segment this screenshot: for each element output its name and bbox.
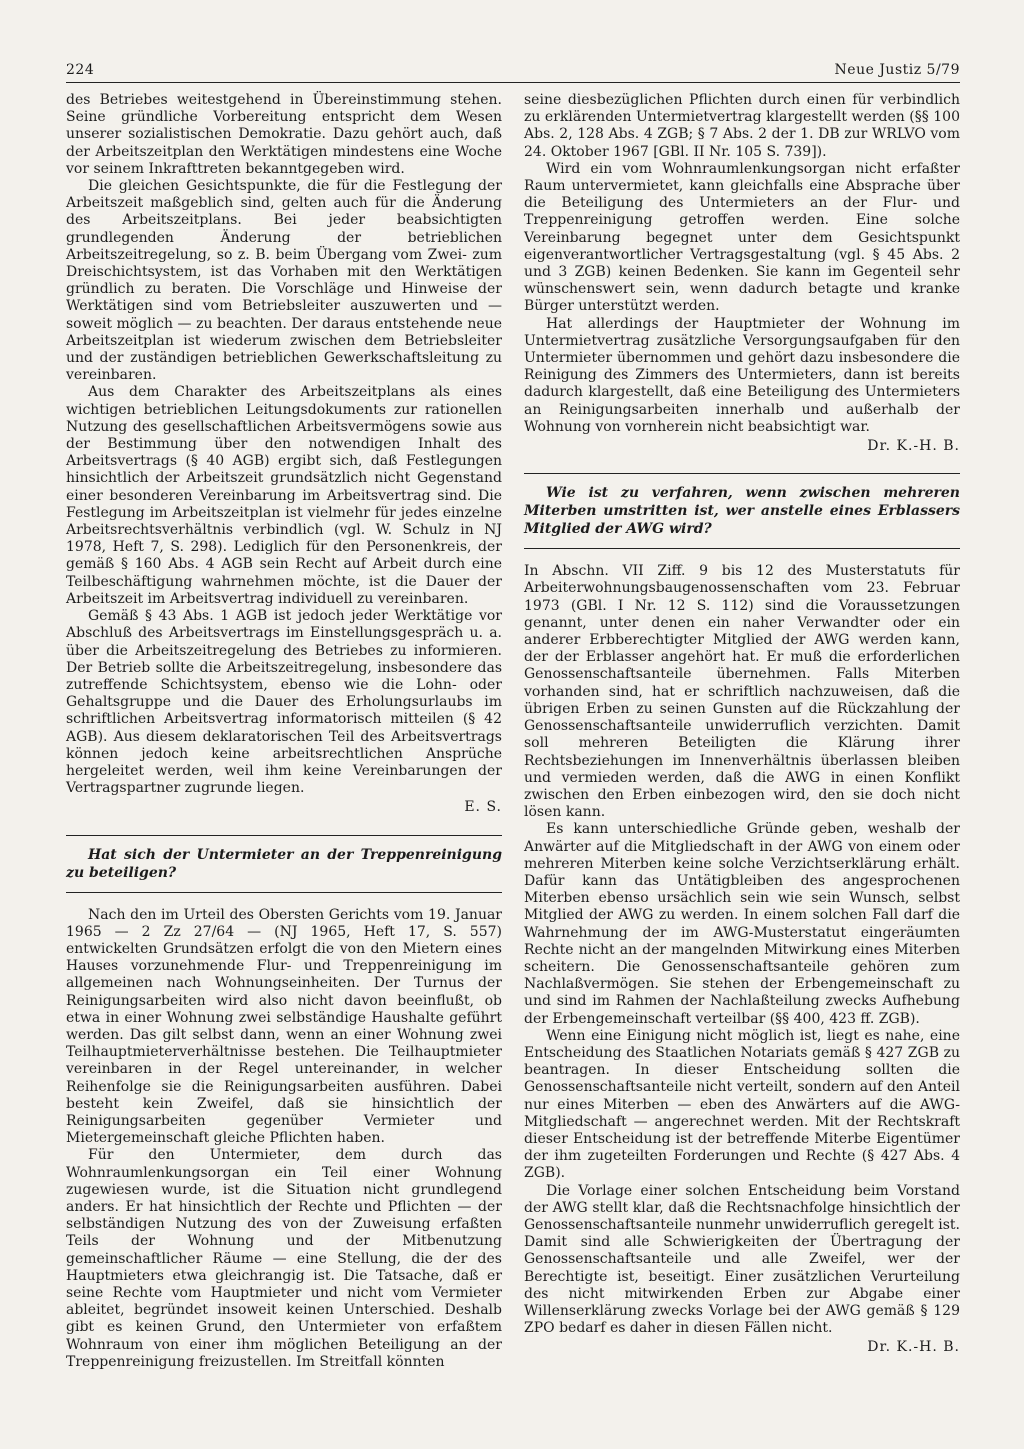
author-signature: E. S. bbox=[464, 799, 502, 816]
paragraph: Die gleichen Gesichtspunkte, die für die Festlegung der Arbeitszeit maßgeblich sind, gelten auch für die Änderung des Arbeitszeitplans. Bei jeder beabsichtigten grundlegenden Änderung der betrieblichen Arbeitszeitregelung, so z. B. beim Übergang vom Zwei- zum Dreischichtsystem, ist das Vorhaben mit den Werktätigen gründlich zu beraten. Die Vorschläge und Hinweise der Werktätigen sind vom Betriebsleiter auszuwerten und — soweit möglich — zu beachten. Der daraus entstehende neue Arbeitszeitplan ist wiederum zwischen dem Betriebsleiter und der zuständigen betrieblichen Gewerkschaftsleitung zu vereinbaren. bbox=[66, 178, 502, 384]
left-column bbox=[66, 92, 502, 1371]
page-header bbox=[66, 58, 960, 83]
paragraph: Wird ein vom Wohnraumlenkungsorgan nicht erfaßter Raum untervermietet, kann gleichfalls eine Absprache über die Beteiligung des Untermieters an der Flur- und Treppenreinigung getroffen werden. Eine solche Vereinbarung begegnet unter dem Gesichtspunkt eigenverantwortlicher Vertragsgestaltung (vgl. § 45 Abs. 2 und 3 ZGB) keinen Bedenken. Sie kann im Gegenteil sehr wünschenswert sein, wenn dadurch betagte und kranke Bürger unterstützt werden. bbox=[524, 160, 960, 315]
section-divider bbox=[524, 473, 960, 474]
question-heading: Wie ist zu verfahren, wenn zwischen mehreren Miterben umstritten ist, wer anstelle eines Erblassers Mitglied der AWG wird? bbox=[524, 485, 960, 538]
section-divider bbox=[66, 835, 502, 836]
paragraph: Gemäß § 43 Abs. 1 AGB ist jedoch jeder Werktätige vor Abschluß des Arbeitsvertrags im Einstellungsgespräch u. a. über die Arbeitszeitregelung des Betriebes zu informieren. Der Betrieb sollte die Arbeitszeitregelung, insbesondere das zutreffende Schichtsystem, ebenso wie die Lohn- oder Gehaltsgruppe und die Dauer des Erholungsurlaubs im schriftlichen Arbeitsvertrag informatorisch mitteilen (§ 42 AGB). Aus diesem deklaratorischen Teil des Arbeitsvertrags können jedoch keine arbeitsrechtlichen Ansprüche hergeleitet werden, weil ihm keine Vereinbarungen der Vertragspartner zugrunde liegen. bbox=[66, 608, 502, 797]
author-signature: Dr. K.-H. B. bbox=[867, 1339, 960, 1356]
paragraph: Aus dem Charakter des Arbeitszeitplans als eines wichtigen betrieblichen Leitungsdokuments zur rationellen Nutzung des gesellschaftlichen Arbeitsvermögens sowie aus der Bestimmung über den notwendigen Inhalt des Arbeitsvertrags (§ 40 AGB) ergibt sich, daß Festlegungen hinsichtlich der Arbeitszeit grundsätzlich nicht Gegenstand einer besonderen Vereinbarung im Arbeitsvertrag sind. Die Festlegung im Arbeitszeitplan ist vielmehr für jedes einzelne Arbeitsrechtsverhältnis verbindlich (vgl. W. Schulz in NJ 1978, Heft 7, S. 298). Lediglich für den Personenkreis, der gemäß § 160 Abs. 4 AGB sein Recht auf Arbeit durch eine Teilbeschäftigung wahrnehmen möchte, ist die Dauer der Arbeitszeit im Arbeitsvertrag individuell zu vereinbaren. bbox=[66, 384, 502, 607]
paragraph: Hat allerdings der Hauptmieter der Wohnung im Untermietvertrag zusätzliche Versorgungsaufgaben für den Untermieter übernommen und gehört dazu insbesondere die Reinigung des Zimmers des Untermieters, dann ist bereits dadurch klargestellt, daß eine Beteiligung des Untermieters an Reinigungsarbeiten innerhalb und außerhalb der Wohnung von vornherein nicht beabsichtigt war. bbox=[524, 315, 960, 435]
paragraph: des Betriebes weitestgehend in Übereinstimmung stehen. Seine gründliche Vorbereitung entspricht dem Wesen unserer sozialistischen Demokratie. Dazu gehört auch, daß der Arbeitszeitplan den Werktätigen mindestens eine Woche vor seinem Inkrafttreten bekanntgegeben wird. bbox=[66, 92, 502, 177]
question-divider bbox=[66, 892, 502, 893]
right-column bbox=[524, 92, 960, 1357]
paragraph: In Abschn. VII Ziff. 9 bis 12 des Musterstatuts für Arbeiterwohnungsbaugenossenschaften vom 23. Februar 1973 (GBl. I Nr. 12 S. 112) sind die Voraussetzungen genannt, unter denen ein naher Verwandter oder ein anderer Erbberechtigter Mitglied der AWG werden kann, der der Erblasser angehört hat. Er muß die erforderlichen Genossenschaftsanteile übernehmen. Falls Miterben vorhanden sind, hat er schriftlich nachzuweisen, daß die übrigen Erben zu seinen Gunsten auf die Rückzahlung der Genossenschaftsanteile unwiderruflich verzichten. Damit soll mehreren Beteiligten die Klärung ihrer Rechtsbeziehungen im Innenverhältnis überlassen bleiben und vermieden werden, daß die AWG in einen Konflikt zwischen den Erben einbezogen wird, den sie doch nicht lösen kann. bbox=[524, 563, 960, 821]
paragraph: Es kann unterschiedliche Gründe geben, weshalb der Anwärter auf die Mitgliedschaft in der AWG von einem oder mehreren Miterben keine solche Verzichtserklärung erhält. Dafür kann das Untätigbleiben des angesprochenen Miterben ebenso ursächlich sein wie sein Wunsch, selbst Mitglied der AWG zu werden. In einem solchen Fall darf die Wahrnehmung der im AWG-Musterstatut eingeräumten Rechte nicht an der mangelnden Mitwirkung eines Miterben scheitern. Die Genossenschaftsanteile gehören zum Nachlaßvermögen. Sie stehen der Erbengemeinschaft zu und sind im Rahmen der Nachlaßteilung zwecks Aufhebung der Erbengemeinschaft verteilbar (§§ 400, 423 ff. ZGB). bbox=[524, 821, 960, 1027]
paragraph: seine diesbezüglichen Pflichten durch einen für verbindlich zu erklärenden Untermietvertrag klargestellt werden (§§ 100 Abs. 2, 128 Abs. 4 ZGB; § 7 Abs. 2 der 1. DB zur WRLVO vom 24. Oktober 1967 [GBl. II Nr. 105 S. 739]). bbox=[524, 92, 960, 160]
paragraph: Für den Untermieter, dem durch das Wohnraumlenkungsorgan ein Teil einer Wohnung zugewiesen wurde, ist die Situation nicht grundlegend anders. Er hat hinsichtlich der Rechte und Pflichten — der selbständigen Nutzung des von der Zuweisung erfaßten Teils der Wohnung und der Mitbenutzung gemeinschaftlicher Räume — eine Stellung, die der des Hauptmieters etwa gleichrangig ist. Die Tatsache, daß er seine Rechte vom Hauptmieter und nicht vom Vermieter ableitet, begründet insoweit keinen Unterschied. Deshalb gibt es keinen Grund, den Untermieter von erfaßtem Wohnraum von einer ihm möglichen Beteiligung an der Treppenreinigung freizustellen. Im Streitfall könnten bbox=[66, 1147, 502, 1370]
paragraph: Die Vorlage einer solchen Entscheidung beim Vorstand der AWG stellt klar, daß die Rechtsnachfolge hinsichtlich der Genossenschaftsanteile nunmehr unwiderruflich geregelt ist. Damit sind alle Schwierigkeiten der Übertragung der Genossenschaftsanteile und alle Zweifel, wer der Berechtigte ist, beseitigt. Einer zusätzlichen Verurteilung des nicht mitwirkenden Erben zur Abgabe einer Willenserklärung zwecks Vorlage bei der AWG gemäß § 129 ZPO bedarf es daher in diesen Fällen nicht. bbox=[524, 1182, 960, 1337]
question-divider bbox=[524, 548, 960, 549]
question-heading: Hat sich der Untermieter an der Treppenreinigung zu beteiligen? bbox=[66, 846, 502, 881]
author-signature: Dr. K.-H. B. bbox=[867, 438, 960, 455]
page-number: 224 bbox=[66, 62, 95, 78]
journal-title: Neue Justiz 5/79 bbox=[834, 62, 960, 78]
paragraph: Nach den im Urteil des Obersten Gerichts vom 19. Januar 1965 — 2 Zz 27/64 — (NJ 1965, Heft 17, S. 557) entwickelten Grundsätzen erfolgt die von den Mietern eines Hauses vorzunehmende Flur- und Treppenreinigung im allgemeinen nach Wohnungseinheiten. Der Turnus der Reinigungsarbeiten wird also nicht davon beeinflußt, ob etwa in einer Wohnung zwei selbständige Haushalte geführt werden. Das gilt selbst dann, wenn an einer Wohnung zwei Teilhauptmieterverhältnisse bestehen. Die Teilhauptmieter vereinbaren in der Regel untereinander, in welcher Reihenfolge sie die Reinigungsarbeiten ausführen. Dabei besteht kein Zweifel, daß sie hinsichtlich der Reinigungsarbeiten gegenüber Vermieter und Mietergemeinschaft gleiche Pflichten haben. bbox=[66, 906, 502, 1147]
paragraph: Wenn eine Einigung nicht möglich ist, liegt es nahe, eine Entscheidung des Staatlichen Notariats gemäß § 427 ZGB zu beantragen. In dieser Entscheidung sollten die Genossenschaftsanteile nicht verteilt, sondern auf den Anteil nur eines Miterben — eben des Anwärters auf die AWG-Mitgliedschaft — angerechnet werden. Mit der Rechtskraft dieser Entscheidung ist der betreffende Miterbe Eigentümer der ihm zugeteilten Forderungen und Rechte (§ 427 Abs. 4 ZGB). bbox=[524, 1027, 960, 1182]
